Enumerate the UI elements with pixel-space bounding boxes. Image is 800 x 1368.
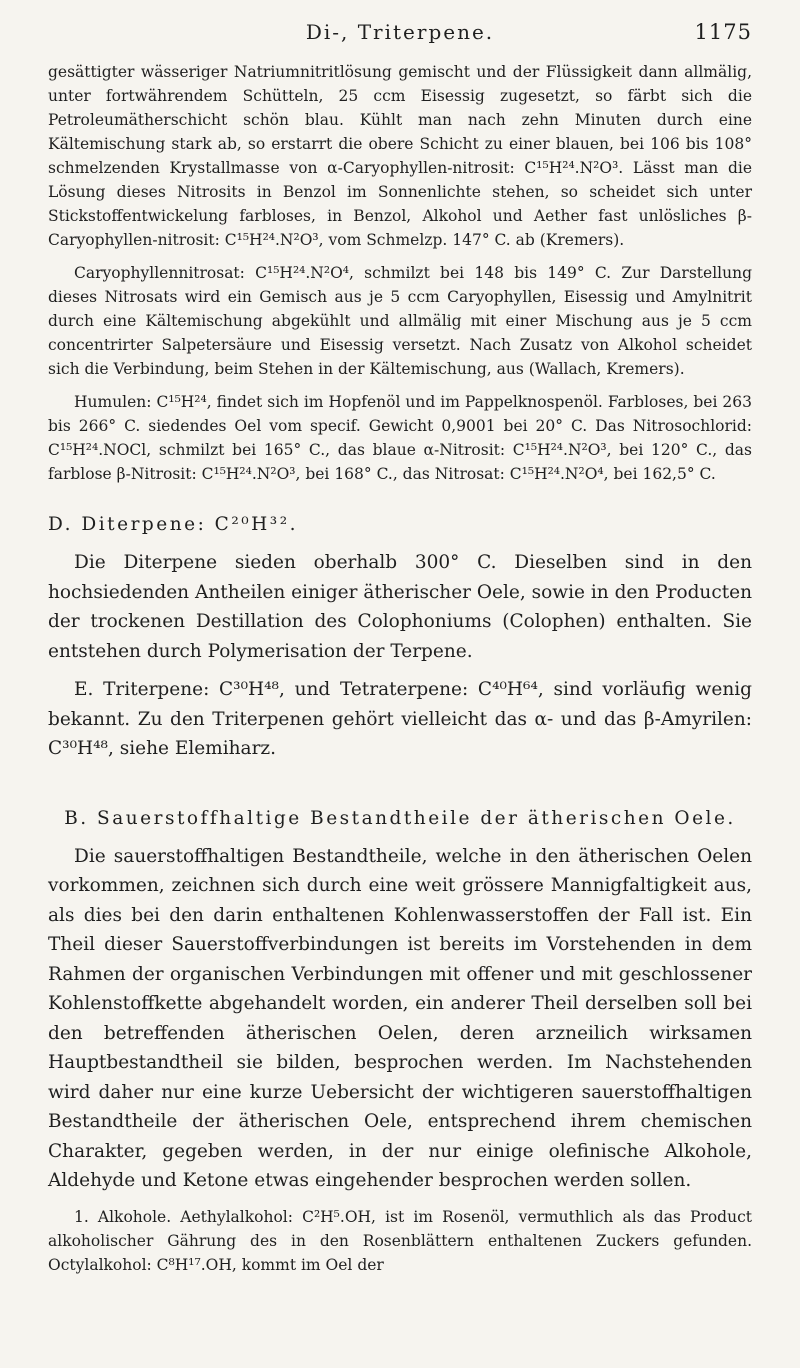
page-body bbox=[48, 60, 752, 1277]
paragraph-triterpene: E. Triterpene: C³⁰H⁴⁸, und Tetraterpene: C⁴⁰H⁶⁴, sind vorläufig wenig bekannt. Zu den Triterpenen gehört vielleicht das α- und das β-Amyrilen: C³⁰H⁴⁸, siehe Elemiharz. bbox=[48, 679, 752, 759]
section-heading-diterpene: D. Diterpene: C²⁰H³². bbox=[48, 514, 299, 535]
paragraph-caryophyllen-nitrosit: gesättigter wässeriger Natriumnitritlösung gemischt und der Flüssigkeit dann allmälig, unter fortwährendem Schütteln, 25 ccm Eisessig zugesetzt, so färbt sich die Petroleumätherschicht schön blau. Kühlt man nach zehn Minuten durch eine Kältemischung stark ab, so erstarrt die obere Schicht zu einer blauen, bei 106 bis 108° schmelzenden Krystallmasse von α-Caryophyllen-nitrosit: C¹⁵H²⁴.N²O³. Lässt man die Lösung dieses Nitrosits in Benzol im Sonnenlichte stehen, so scheidet sich unter Stickstoffentwickelung farbloses, in Benzol, Alkohol und Aether fast unlösliches β-Caryophyllen-nitrosit: C¹⁵H²⁴.N²O³, vom Schmelzp. 147° C. ab (Kremers). bbox=[48, 63, 752, 249]
paragraph-alkohole: 1. Alkohole. Aethylalkohol: C²H⁵.OH, ist im Rosenöl, vermuthlich als das Product alkoholischer Gährung des in den Rosenblättern enthaltenen Zuckers gefunden. Octylalkohol: C⁸H¹⁷.OH, kommt im Oel der bbox=[48, 1207, 752, 1274]
paragraph-diterpene: Die Diterpene sieden oberhalb 300° C. Dieselben sind in den hochsiedenden Antheilen einiger ätherischer Oele, sowie in den Producten der trockenen Destillation des Colophoniums (Colophen) enthalten. Sie entstehen durch Polymerisation der Terpene. bbox=[48, 552, 752, 662]
running-head: Di-, Triterpene. bbox=[305, 20, 495, 44]
paragraph-caryophyllennitrosat: Caryophyllennitrosat: C¹⁵H²⁴.N²O⁴, schmilzt bei 148 bis 149° C. Zur Darstellung dieses Nitrosats wird ein Gemisch aus je 5 ccm Caryophyllen, Eisessig und Amylnitrit durch eine Kältemischung abgekühlt und allmälig mit einer Mischung aus je 5 ccm concentrirter Salpetersäure und Eisessig versetzt. Nach Zusatz von Alkohol scheidet sich die Verbindung, beim Stehen in der Kältemischung, aus (Wallach, Kremers). bbox=[48, 264, 752, 378]
paragraph-humulen: Humulen: C¹⁵H²⁴, findet sich im Hopfenöl und im Pappelknospenöl. Farbloses, bei 263 bis 266° C. siedendes Oel vom specif. Gewicht 0,9001 bei 20° C. Das Nitrosochlorid: C¹⁵H²⁴.NOCl, schmilzt bei 165° C., das blaue α-Nitrosit: C¹⁵H²⁴.N²O³, bei 120° C., das farblose β-Nitrosit: C¹⁵H²⁴.N²O³, bei 168° C., das Nitrosat: C¹⁵H²⁴.N²O⁴, bei 162,5° C. bbox=[48, 393, 752, 483]
page-number: 1175 bbox=[694, 20, 752, 44]
paragraph-sauerstoffhaltige: Die sauerstoffhaltigen Bestandtheile, welche in den ätherischen Oelen vorkommen, zeichnen sich durch eine weit grössere Mannigfaltigkeit aus, als dies bei den darin enthaltenen Kohlenwasserstoffen der Fall ist. Ein Theil dieser Sauerstoffverbindungen ist bereits im Vorstehenden in dem Rahmen der organischen Verbindungen mit offener und mit geschlossener Kohlenstoffkette abgehandelt worden, ein anderer Theil derselben soll bei den betreffenden ätherischen Oelen, deren arzneilich wirksamen Hauptbestandtheil sie bilden, besprochen werden. Im Nachstehenden wird daher nur eine kurze Uebersicht der wichtigeren sauerstoffhaltigen Bestandtheile der ätherischen Oele, entsprechend ihrem chemischen Charakter, gegeben werden, in der nur einige olefinische Alkohole, Aldehyde und Ketone etwas eingehender besprochen werden sollen. bbox=[48, 845, 752, 1191]
section-heading-sauerstoffhaltige: B. Sauerstoffhaltige Bestandtheile der ätherischen Oele. bbox=[64, 807, 736, 829]
page-header bbox=[0, 20, 800, 50]
